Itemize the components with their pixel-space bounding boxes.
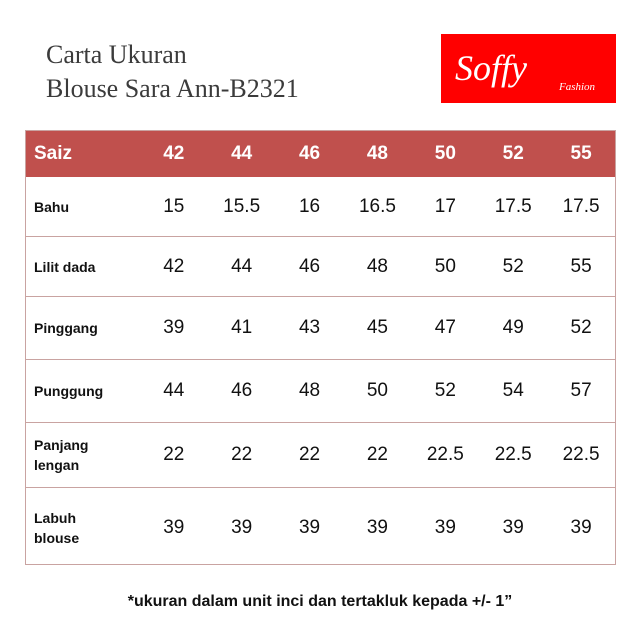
table-cell: 45 [366, 317, 388, 338]
chart-title [46, 38, 299, 106]
table-cell: 43 [298, 317, 321, 338]
table-cell: 16 [298, 195, 321, 217]
row-label-line: blouse [34, 530, 80, 546]
table-row [26, 422, 615, 487]
table-row [26, 236, 615, 296]
table-cell: 52 [570, 317, 592, 338]
row-label-line: Punggung [34, 383, 104, 399]
row-label [26, 435, 140, 475]
row-label-line: lengan [34, 457, 80, 473]
table-cell: 39 [502, 517, 524, 538]
logo-graphic [441, 34, 616, 103]
table-cell: 39 [434, 517, 456, 538]
table-cell: 52 [502, 255, 524, 277]
table-cell: 47 [434, 317, 456, 338]
row-label [26, 318, 140, 338]
table-cell: 57 [570, 380, 592, 401]
table-cell: 22.5 [426, 444, 464, 465]
table-cell: 39 [298, 517, 321, 538]
table-cell: 17.5 [494, 195, 532, 217]
table-cell: 39 [163, 517, 185, 538]
size-header: 52 [502, 143, 524, 164]
table-cell: 15 [163, 195, 185, 217]
table-cell: 22 [163, 444, 185, 465]
table-cell: 17.5 [562, 195, 600, 217]
title-line-1: Carta Ukuran [46, 40, 187, 69]
row-label [26, 381, 140, 401]
table-cell: 48 [366, 255, 388, 277]
table-cell: 22.5 [494, 444, 532, 465]
header-label: Saiz [34, 143, 73, 164]
table-cell: 54 [502, 380, 524, 401]
table-body [26, 177, 615, 568]
table-cell: 55 [570, 255, 592, 277]
table-cell: 39 [163, 317, 185, 338]
soffy-logo [441, 34, 616, 103]
table-cell: 39 [231, 517, 253, 538]
row-label-line: Panjang [34, 437, 89, 453]
table-cell: 22 [231, 444, 253, 465]
table-row [26, 487, 615, 568]
table-cell: 49 [502, 317, 524, 338]
table-cell: 42 [163, 255, 185, 277]
table-row [26, 359, 615, 422]
table-cell: 52 [434, 380, 456, 401]
row-label [26, 257, 140, 277]
table-header-row [26, 131, 615, 177]
size-header: 55 [570, 143, 592, 164]
size-header: 46 [298, 143, 321, 164]
title-line-2: Blouse Sara Ann-B2321 [46, 74, 299, 103]
logo-sub-text: Fashion [559, 81, 596, 93]
size-header: 50 [434, 143, 456, 164]
table-row [26, 296, 615, 359]
table-cell: 39 [570, 517, 592, 538]
size-header: 42 [163, 143, 185, 164]
table-cell: 48 [298, 380, 321, 401]
table-cell: 41 [231, 317, 253, 338]
table-cell: 39 [366, 517, 388, 538]
table-cell: 22 [366, 444, 388, 465]
table-cell: 44 [231, 255, 253, 277]
row-label-line: Pinggang [34, 320, 98, 336]
table-cell: 50 [366, 380, 388, 401]
table-cell: 15.5 [223, 195, 261, 217]
size-chart-table [25, 130, 616, 565]
table-cell: 16.5 [358, 195, 396, 217]
table-cell: 17 [434, 195, 456, 217]
table-cell: 22 [298, 444, 321, 465]
table-row [26, 177, 615, 236]
size-header: 44 [231, 143, 253, 164]
size-header: 48 [366, 143, 388, 164]
row-label-line: Lilit dada [34, 258, 96, 275]
table-cell: 50 [434, 255, 456, 277]
table-cell: 46 [231, 380, 253, 401]
footnote: *ukuran dalam unit inci dan tertakluk kepada +/- 1” [127, 593, 513, 610]
row-label [26, 508, 140, 548]
row-label-line: Bahu [34, 198, 69, 215]
table-cell: 44 [163, 380, 185, 401]
row-label [26, 197, 140, 217]
table-cell: 46 [298, 255, 321, 277]
logo-brand-text: Soffy [455, 48, 527, 88]
table-cell: 22.5 [562, 444, 600, 465]
row-label-line: Labuh [34, 510, 76, 526]
